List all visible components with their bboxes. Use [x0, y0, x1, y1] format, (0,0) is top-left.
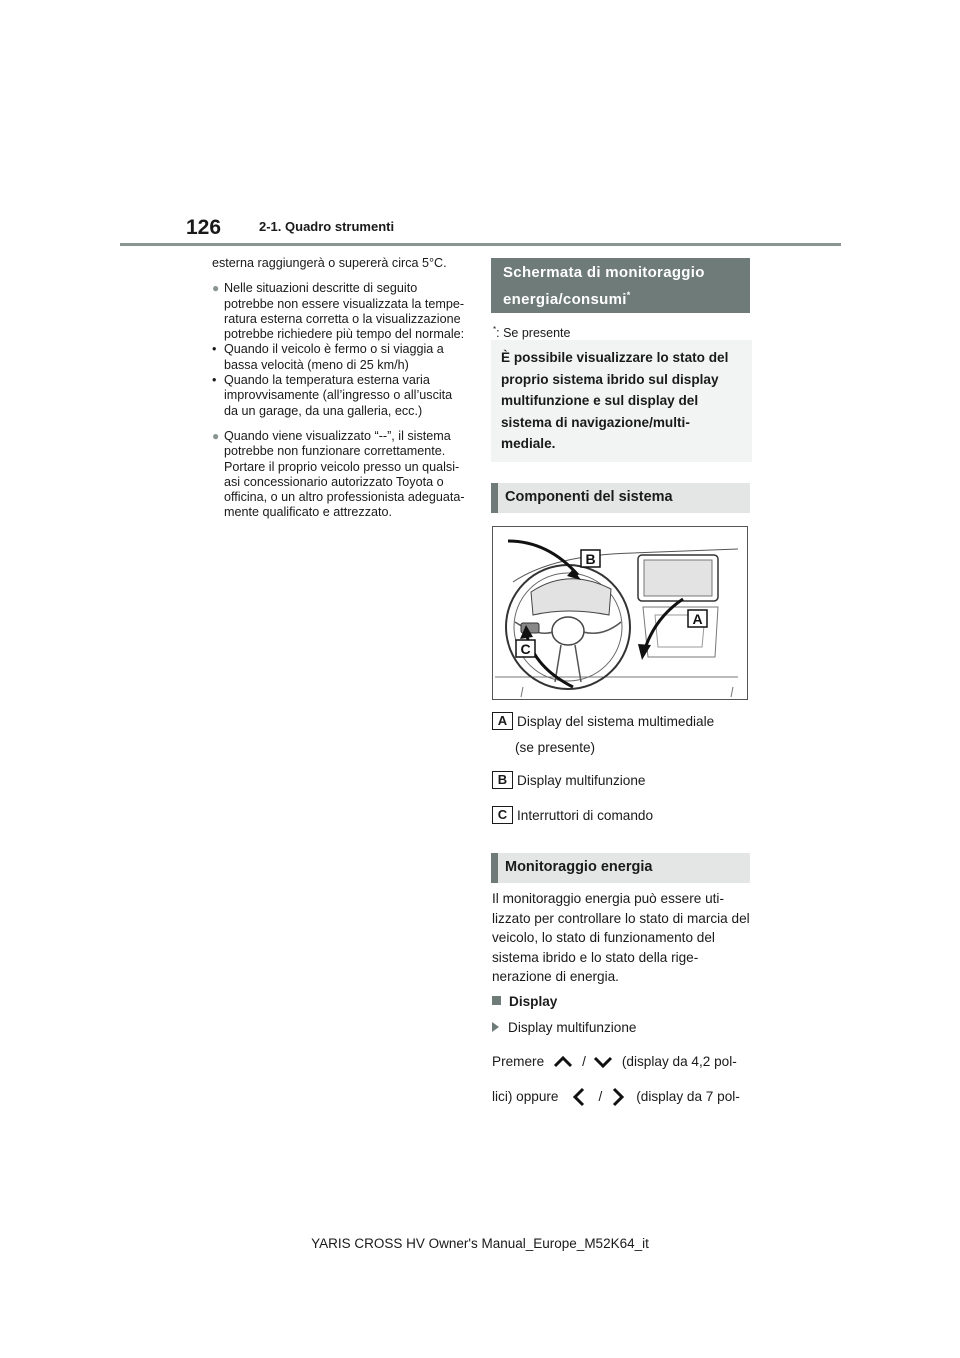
main-header-line2: energia/consumi: [503, 291, 627, 308]
footnote: [493, 325, 570, 340]
chevron-up-icon: [552, 1054, 574, 1070]
page-number: 126: [186, 216, 222, 239]
bullet-dot-icon: ●: [212, 428, 220, 443]
press-line-2: [492, 1086, 740, 1108]
press-text-continued: (display da 4,2 pol-: [621, 1054, 737, 1069]
footnote-mark: *: [493, 325, 497, 334]
slash-text: /: [598, 1089, 603, 1105]
legend-key: C: [492, 806, 513, 824]
energy-paragraph: Il monitoraggio energia può essere uti-lizzato per controllare lo stato di marcia del veicolo, lo stato di funzionamento del sistema ibrido e lo stato della rige-nerazione di energia.: [492, 891, 750, 984]
asterisk: *: [626, 290, 631, 300]
chevron-down-icon: [592, 1054, 614, 1070]
display-sub-text: Display multifunzione: [508, 1020, 637, 1035]
legend-item-c: [492, 806, 653, 824]
sub-item: [212, 342, 465, 373]
main-header-line1: Schermata di monitoraggio: [503, 264, 705, 281]
display-heading: [492, 992, 557, 1012]
sub-item-text: Quando la temperatura esterna varia improvvisamente (all’ingresso o all’uscita da un garage, da una galleria, ecc.): [224, 373, 453, 418]
bullet-text: Quando viene visualizzato “--”, il sistema potrebbe non funzionare correttamente. Portare il proprio veicolo presso un qualsi-asi concessionario autorizzato Toyota o officina, o un altro professionista adeguata-mente qualificato e attrezzato.: [224, 428, 465, 520]
display-subheading: [492, 1018, 636, 1038]
bullet-text: Nelle situazioni descritte di seguito potrebbe non essere visualizzata la tempe-ratura esterna corretta o la visualizzazione potrebbe richiedere più tempo del normale:: [224, 281, 465, 342]
intro-box: È possibile visualizzare lo stato del proprio sistema ibrido sul display multifunzione e sul display del sistema di navigazione/multi-mediale.: [491, 340, 752, 462]
legend-text: Display multifunzione: [517, 772, 646, 788]
square-bullet-icon: [492, 996, 501, 1005]
press-text: Premere: [492, 1054, 545, 1069]
left-column: [212, 256, 465, 531]
components-header: Componenti del sistema: [491, 483, 750, 513]
display-heading-text: Display: [509, 994, 558, 1009]
press-line-1: [492, 1052, 737, 1072]
legend-text: (se presente): [515, 740, 596, 755]
sub-item-text: Quando il veicolo è fermo o si viaggia a bassa velocità (meno di 25 km/h): [224, 342, 444, 372]
figure-label-c: C: [520, 641, 531, 657]
energy-header: Monitoraggio energia: [491, 853, 750, 883]
bullet-item: [212, 429, 465, 521]
legend-text: Display del sistema multimediale: [517, 713, 715, 729]
slash-text: /: [582, 1054, 586, 1069]
dashboard-illustration: [492, 526, 748, 700]
header-rule: [120, 243, 841, 246]
press-text: lici) oppure: [492, 1089, 559, 1105]
legend-item-a: [492, 712, 714, 730]
chevron-left-icon: [571, 1086, 587, 1108]
main-section-header: [491, 258, 750, 313]
legend-key: B: [492, 771, 513, 789]
legend-item-note: [515, 740, 595, 755]
bullet-dot-icon: ●: [212, 281, 220, 296]
footnote-text: : Se presente: [496, 326, 571, 341]
chevron-right-icon: [610, 1086, 626, 1108]
dashboard-svg: [493, 527, 747, 699]
sub-bullet-icon: •: [212, 373, 217, 388]
sub-bullet-icon: •: [212, 342, 217, 357]
figure-label-a: A: [692, 611, 703, 627]
sub-item: [212, 373, 465, 419]
footer-text: YARIS CROSS HV Owner's Manual_Europe_M52K64_it: [311, 1236, 649, 1251]
continued-text: esterna raggiungerà o supererà circa 5°C.: [212, 256, 447, 270]
press-text-continued: (display da 7 pol-: [636, 1089, 740, 1105]
legend-key: A: [492, 712, 513, 730]
legend-text: Interruttori di comando: [517, 807, 654, 823]
section-title: 2-1. Quadro strumenti: [259, 219, 395, 234]
legend-item-b: [492, 771, 645, 789]
bullet-item: [212, 281, 465, 419]
figure-label-b: B: [585, 551, 596, 567]
triangle-bullet-icon: [492, 1022, 499, 1032]
